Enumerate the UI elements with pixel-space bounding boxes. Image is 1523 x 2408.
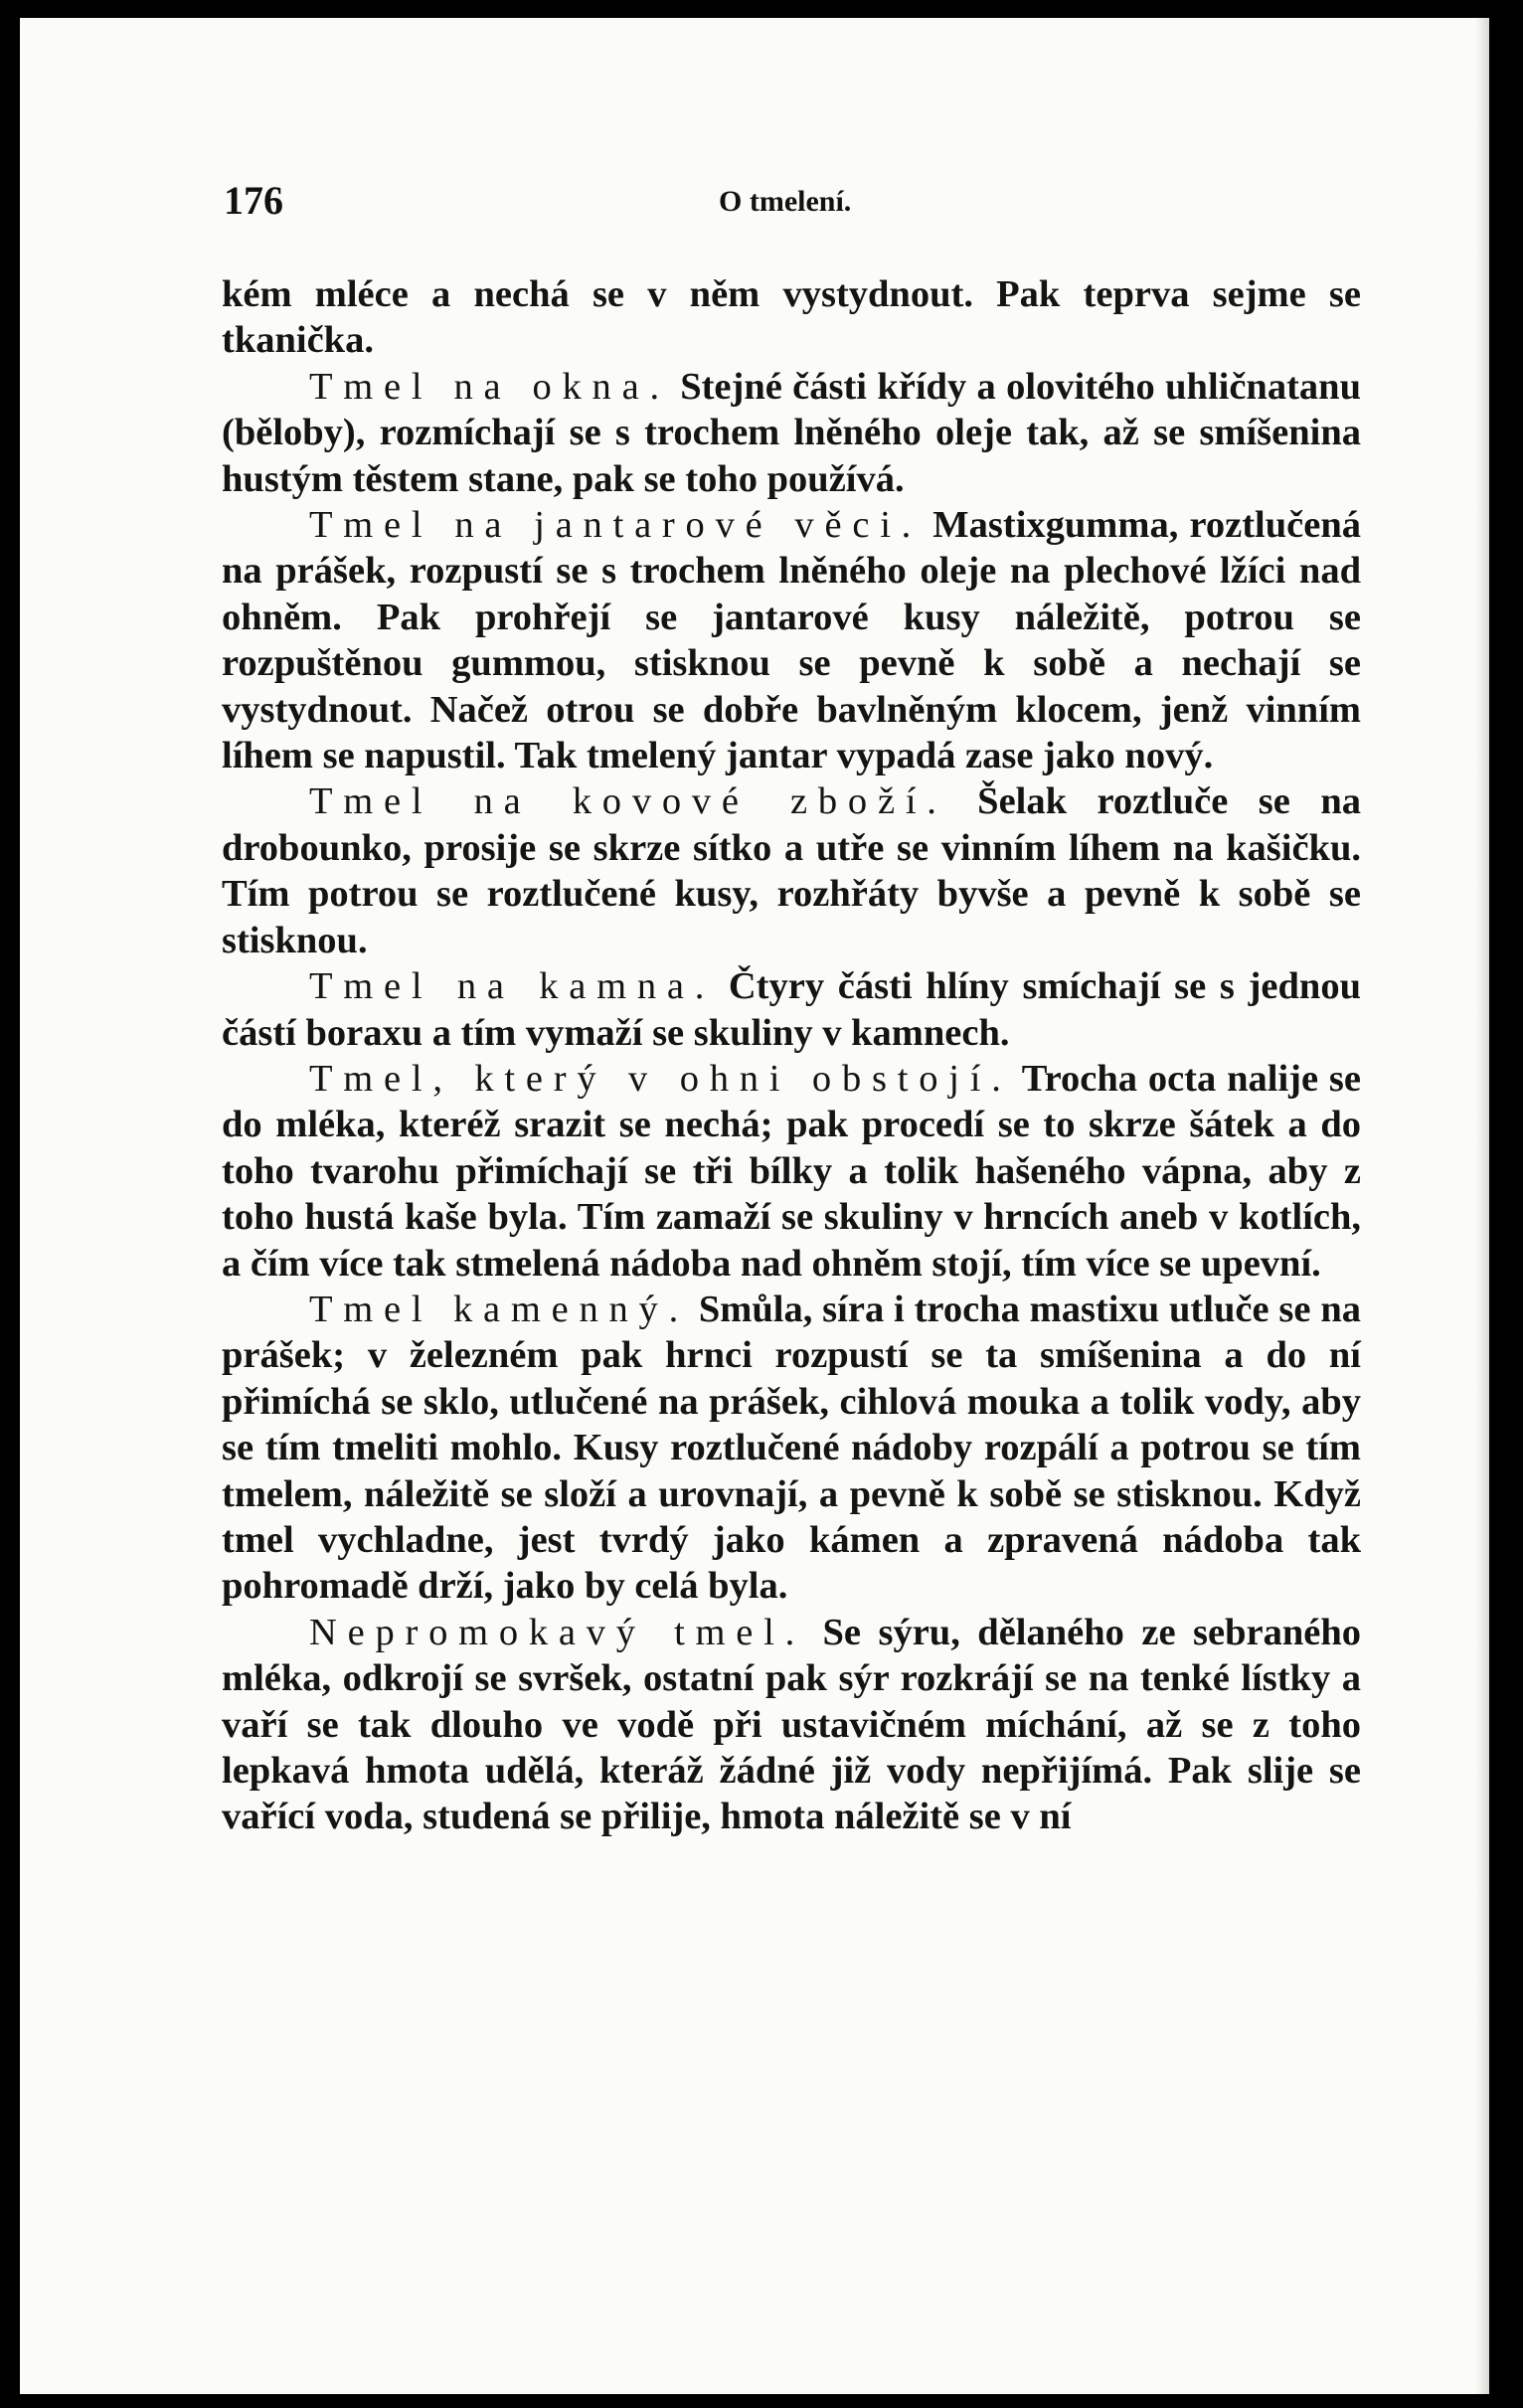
paragraph-heading: Tmel na kovové zboží. bbox=[309, 780, 947, 823]
paragraph-tmel-na-kovove-zbozi bbox=[222, 778, 1361, 963]
paragraph-text: Šelak roztluče se na drobounko, prosije se skrze sítko a utře se vinním líhem na kašičku. Tím potrou se roztlučené kusy, rozhřáty byvše a pevně k sobě se stisknou. bbox=[222, 780, 1361, 961]
paragraph-text: Čtyry části hlíny smíchají se s jednou částí boraxu a tím vymaží se skuliny v kamnech. bbox=[222, 965, 1362, 1054]
paragraph-heading: Nepromokavý tmel. bbox=[309, 1611, 806, 1653]
paragraph-tmel-kamenny bbox=[222, 1287, 1361, 1610]
paragraph-text: Trocha octa nalije se do mléka, kteréž srazit se nechá; pak procedí se to skrze šátek a do toho tvarohu přimíchají se tři bílky a tolik hašeného vápna, aby z toho hustá kaše byla. Tím zamaží se skuliny v hrncích aneb v kotlích, a čím více tak stmelená nádoba nad ohněm stojí, tím více se upevní. bbox=[222, 1057, 1361, 1285]
book-page bbox=[20, 18, 1489, 2394]
paragraph-heading: Tmel, který v ohni obstojí. bbox=[309, 1057, 1012, 1100]
paragraph-text: Mastixgumma, roztlučená na prášek, rozpustí se s trochem lněného oleje na plechové lžíci nad ohněm. Pak prohřejí se jantarové kusy náležitě, potrou se rozpuštěnou gummou, stisknou se pevně k sobě a nechají se vystydnout. Načež otrou se dobře bavlněným klocem, jenž vinním líhem se napustil. Tak tmelený jantar vypadá zase jako nový. bbox=[222, 504, 1362, 777]
paragraph-heading: Tmel na jantarové věci. bbox=[309, 504, 923, 547]
paragraph-text: Stejné části křídy a olovitého uhličnatanu (běloby), rozmíchají se s trochem lněného oleje tak, až se smíšenina hustým těstem stane, pak se toho používá. bbox=[222, 365, 1361, 500]
paragraph-heading: Tmel na okna. bbox=[309, 365, 670, 408]
paragraph-tmel-na-kamna bbox=[222, 963, 1361, 1056]
paragraph-heading: Tmel kamenný. bbox=[309, 1288, 689, 1330]
running-head bbox=[224, 177, 890, 237]
paragraph-tmel-na-jantarove-veci bbox=[222, 502, 1361, 778]
paragraph-tmel-na-okna bbox=[222, 364, 1361, 502]
paragraph-text: kém mléce a nechá se v něm vystydnout. Pak teprva sejme se tkanička. bbox=[222, 273, 1361, 362]
paragraph-heading: Tmel na kamna. bbox=[309, 965, 716, 1008]
paragraph-text: Se sýru, dělaného ze sebraného mléka, odkrojí se svršek, ostatní pak sýr rozkrájí se na tenké lístky a vaří se tak dlouho ve vodě při ustavičném míchání, až se z toho lepkavá hmota udělá, kteráž žádné již vody nepřijímá. Pak slije se vařící voda, studená se přilije, hmota náležitě se v ní bbox=[222, 1611, 1361, 1838]
body-text bbox=[222, 271, 1361, 1840]
page-number: 176 bbox=[224, 178, 283, 223]
paragraph-continuation bbox=[222, 271, 1361, 364]
running-title: O tmelení. bbox=[719, 185, 852, 218]
paragraph-text: Smůla, síra i trocha mastixu utluče se na prášek; v železném pak hrnci rozpustí se ta smíšenina a do ní přimíchá se sklo, utlučené na prášek, cihlová mouka a tolik vody, aby se tím tmeliti mohlo. Kusy roztlučené nádoby rozpálí a potrou se tím tmelem, náležitě se složí a urovnají, a pevně k sobě se stisknou. Když tmel vychladne, jest tvrdý jako kámen a zpravená nádoba tak pohromadě drží, jako by celá byla. bbox=[222, 1288, 1361, 1608]
paragraph-nepromokavy-tmel bbox=[222, 1610, 1361, 1840]
paragraph-tmel-v-ohni bbox=[222, 1056, 1361, 1287]
